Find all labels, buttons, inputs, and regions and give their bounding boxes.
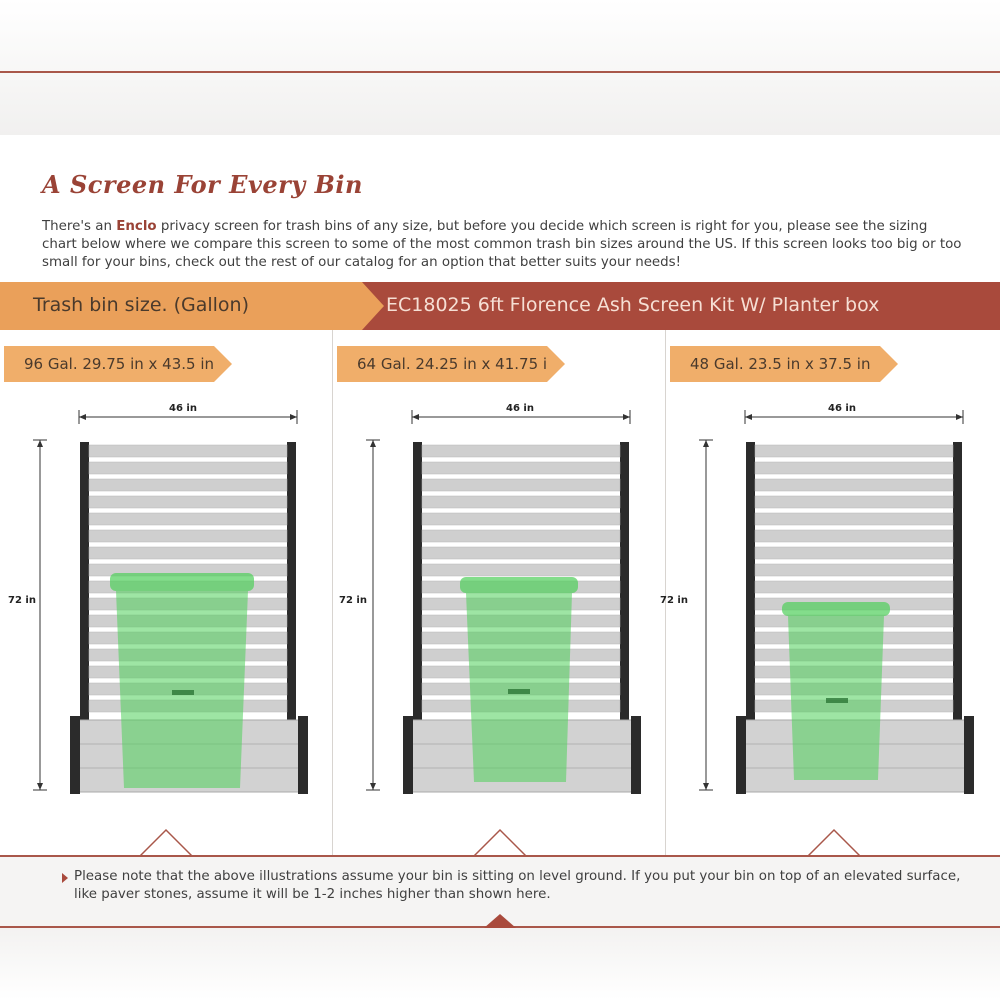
trash-bin-96-icon: [110, 573, 254, 788]
comparison-panel-64: [333, 330, 666, 855]
bottom-band: [0, 928, 1000, 1000]
top-divider: [0, 71, 1000, 73]
intro-body: privacy screen for trash bins of any size, but before you decide which screen is right for you, please see the sizing chart below where we compare this screen to some of the most common trash bin sizes around the US. If this screen looks too big or too small for your bins, check out the rest of our catalog for an option that better suits your needs!: [42, 219, 962, 270]
header-bin-size-label: Trash bin size. (Gallon): [33, 294, 250, 316]
screen-illustration: [660, 390, 1000, 855]
intro-lead: There's an: [42, 219, 117, 234]
height-dimension-label: 72 in: [339, 595, 367, 606]
bottom-notch: [470, 912, 530, 928]
page-title: A Screen For Every Bin: [42, 170, 363, 199]
width-dimension-label: 46 in: [506, 403, 534, 414]
level-ground-note: Please note that the above illustrations assume your bin is sitting on level ground. If you put your bin on top of an elevated surface, like paver stones, assume it will be 1-2 inches higher than shown here.: [74, 869, 961, 902]
brand-name: Enclo: [116, 219, 157, 234]
screen-illustration: [0, 390, 333, 855]
trash-bin-48-icon: [782, 602, 890, 780]
header-product-label: EC18025 6ft Florence Ash Screen Kit W/ Planter box: [386, 294, 880, 316]
width-dimension-label: 46 in: [169, 403, 197, 414]
height-dimension-label: 72 in: [8, 595, 36, 606]
width-dimension-label: 46 in: [828, 403, 856, 414]
panel-notches: [0, 826, 1000, 856]
bin-size-badge: 48 Gal. 23.5 in x 37.5 in: [670, 346, 880, 382]
trash-bin-64-icon: [460, 577, 578, 782]
top-band: [0, 0, 1000, 135]
screen-illustration: [333, 390, 666, 855]
comparison-panel-48: [660, 330, 999, 855]
comparison-panel-96: [0, 330, 333, 855]
note-divider-top: [0, 855, 1000, 857]
intro-text: [42, 218, 962, 272]
bin-size-badge: 64 Gal. 24.25 in x 41.75 in: [337, 346, 547, 382]
header-arrow: [362, 282, 384, 330]
bin-size-badge: 96 Gal. 29.75 in x 43.5 in: [4, 346, 214, 382]
height-dimension-label: 72 in: [660, 595, 688, 606]
